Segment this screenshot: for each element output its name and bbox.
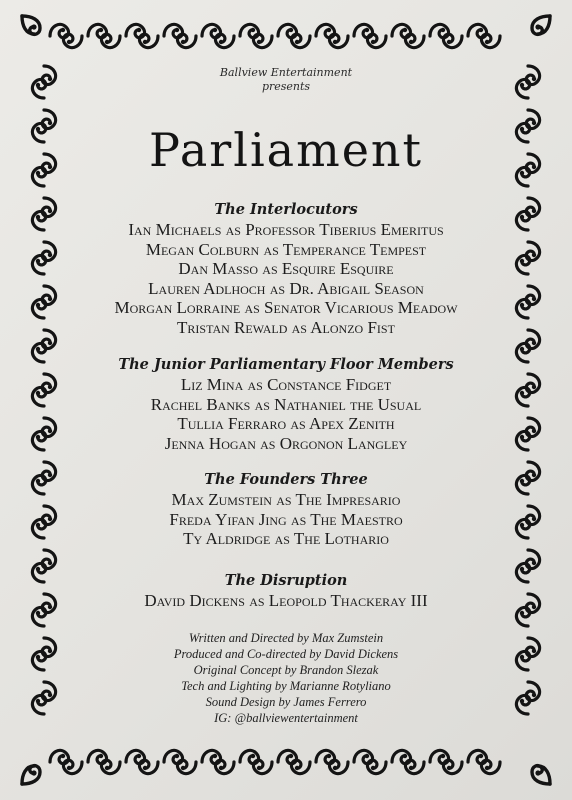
credit-line: Sound Design by James Ferrero <box>205 695 367 709</box>
cast-line: Freda Yifan Jing as The Maestro <box>169 509 403 529</box>
cast-line: Jenna Hogan as Orgonon Langley <box>164 433 408 453</box>
credit-line: Original Concept by Brandon Slezak <box>193 663 379 677</box>
cast-line: Tristan Rewald as Alonzo Fist <box>177 317 395 337</box>
section-junior-members <box>0 355 572 453</box>
section-founders-three <box>0 470 572 549</box>
show-title: Parliament <box>148 123 424 177</box>
section-disruption <box>0 571 572 611</box>
cast-line: Morgan Lorraine as Senator Vicarious Meadow <box>114 298 458 317</box>
credits-block <box>0 630 572 726</box>
cast-line: David Dickens as Leopold Thackeray III <box>144 591 428 610</box>
cast-line: Max Zumstein as The Impresario <box>171 490 401 509</box>
cast-line: Rachel Banks as Nathaniel the Usual <box>150 394 422 414</box>
credit-line: Tech and Lighting by Marianne Rotyliano <box>181 679 391 693</box>
cast-line: Ian Michaels as Professor Tiberius Emeritus <box>128 220 444 239</box>
cast-line: Dan Masso as Esquire Esquire <box>178 259 394 278</box>
section-heading: The Junior Parliamentary Floor Members <box>118 356 454 373</box>
cast-line: Ty Aldridge as The Lothario <box>183 529 389 548</box>
credit-line: Written and Directed by Max Zumstein <box>188 631 384 645</box>
section-heading: The Interlocutors <box>214 201 358 218</box>
section-interlocutors <box>0 200 572 337</box>
presenter-block <box>0 66 572 94</box>
cast-line: Lauren Adlhoch as Dr. Abigail Season <box>148 278 424 298</box>
instagram-handle: IG: @ballviewentertainment <box>214 711 358 725</box>
section-heading: The Disruption <box>224 572 348 589</box>
presenter-presents: presents <box>261 80 311 93</box>
section-heading: The Founders Three <box>204 471 368 488</box>
cast-line: Megan Colburn as Temperance Tempest <box>145 239 427 259</box>
cast-line: Liz Mina as Constance Fidget <box>180 375 392 394</box>
presenter-company: Ballview Entertainment <box>219 66 353 79</box>
credit-line: Produced and Co-directed by David Dickens <box>173 647 399 661</box>
cast-line: Tullia Ferraro as Apex Zenith <box>177 414 395 433</box>
